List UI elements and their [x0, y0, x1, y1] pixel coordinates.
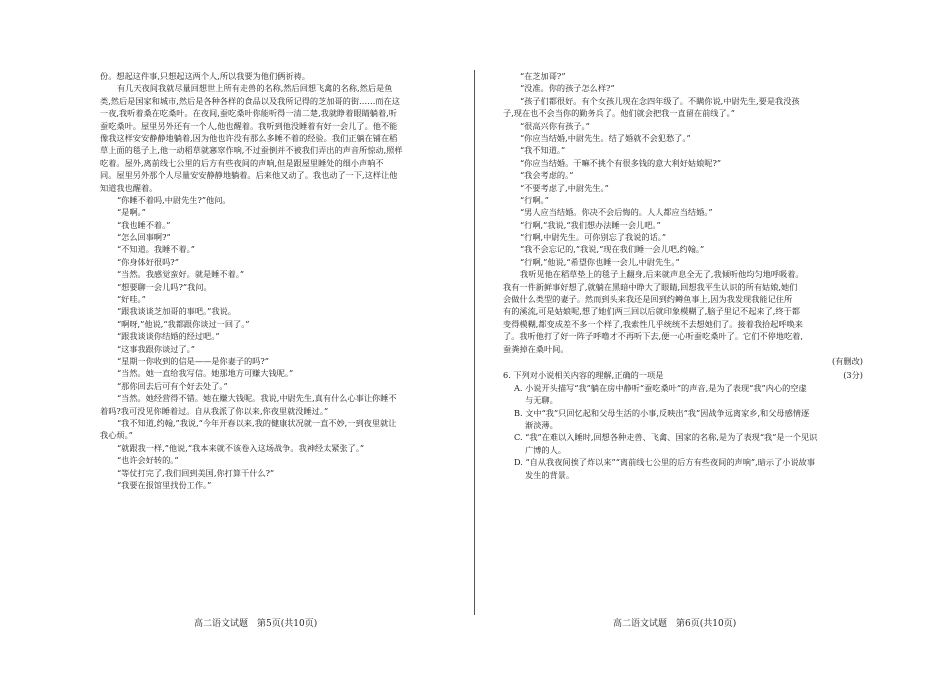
text-line: “我要在报馆里找份工作。” — [117, 479, 212, 490]
text-line: 我听见他在稻草垫上的毯子上翻身,后来就声息全无了,我倾听他均匀地呼吸着。 — [520, 269, 804, 280]
right-page — [475, 0, 950, 677]
text-line: “我会考虑的。” — [520, 170, 574, 181]
text-line: 草上面的毯子上,他一动稻草就窸窣作响,不过蚕倒并不被我们弄出的声音所惊动,照样 — [100, 145, 403, 156]
text-line: 类,然后是国家和城市,然后是各种各样的食品以及我所记得的芝加哥的街……而在这 — [100, 95, 400, 106]
left-page-body — [100, 70, 450, 491]
answer-option: C. “我”在难以入睡时,回想各种走兽、飞禽、国家的名称,是为了表现“我”是一个见识 — [514, 432, 818, 443]
text-line: “不要考虑了,中尉先生。” — [520, 182, 609, 193]
text-line: “我不知道。” — [520, 145, 566, 156]
text-line: 一夜,我听着桑在吃桑叶。在夜间,蚕吃桑叶你能听得一清二楚,我就睁着眼睛躺着,听 — [100, 108, 397, 119]
text-line: “男人应当结婚。你决不会后悔的。人人都应当结婚。” — [520, 207, 713, 218]
text-line: 像我这样安安静静地躺着,因为他也许没有那么多睡不着的经验。我们正躺在铺在稻 — [100, 132, 398, 143]
text-line: “当然。她一直给我写信。她那地方可赚大钱呢。” — [117, 368, 294, 379]
text-line: “行啊,中尉先生。可你别忘了我说的话。” — [520, 232, 667, 243]
text-line: 会做什么类型的妻子。然而到头来我还是回到约鳟鱼事上,因为我发现我能记住所 — [503, 294, 793, 305]
left-page-footer: 高二语文试题 第5页(共10页) — [194, 619, 318, 629]
text-line: “你身体好很吗?” — [117, 256, 179, 267]
answer-option-continuation: 与无聊。 — [525, 395, 558, 406]
text-line: 着吗?我可没见你睡着过。自从我派了你以来,你夜里就没睡过。” — [100, 405, 329, 416]
text-line: “当然。她经营得不错。她在赚大钱呢。我说,中尉先生,真有什么心事让你睡不 — [117, 393, 397, 404]
text-line: “你应当结婚。干嘛不挑个有很多钱的意大利好姑娘呢?” — [520, 157, 722, 168]
answer-option-continuation: 渐淡薄。 — [525, 419, 558, 430]
text-line: 蚕粪掉在桑叶间。 — [503, 343, 569, 354]
text-line: “行啊。” — [520, 194, 549, 205]
text-line: “这事我跟你谈过了。” — [117, 343, 195, 354]
text-line: 我心烦。” — [100, 430, 133, 441]
answer-option: A. 小说开头描写“我”躺在房中静听“蚕吃桑叶”的声音,是为了表现“我”内心的空虚 — [514, 382, 807, 393]
text-line: “你睡不着吗,中尉先生?”他问。 — [117, 194, 231, 205]
text-line: 吃着。屋外,离前线七公里的后方有些夜间的声响,但是跟屋里睡处的细小声响不 — [100, 157, 384, 168]
text-line: “在芝加哥?” — [520, 71, 566, 81]
text-line: 同。屋里另外那个人尽量安安静静地躺着。后来他又动了。我也动了一下,这样让他 — [100, 170, 398, 181]
text-line: 我有一件新鲜事好想了,就躺在黑暗中睁大了眼睛,回想我平生认识的所有姑娘,她们 — [503, 281, 798, 292]
answer-option-continuation: 发生的背景。 — [525, 469, 575, 480]
text-line: “跟我谈谈你结婚的经过吧。” — [117, 331, 220, 342]
text-line: “怎么回事啊?” — [117, 232, 171, 243]
text-line: “就跟我一样,”他说,“我本来就不该卷入这场战争。我神经太紧张了。” — [117, 442, 365, 453]
text-line: “不知道。我睡不着。” — [117, 244, 195, 255]
text-line: 变得模糊,都变成差不多一个样了,我索性几乎统统不去想她们了。接着我拾起呼唤来 — [503, 318, 803, 329]
text-line: “啊呀,”他说,“我都跟你谈过一回了。” — [117, 318, 250, 329]
text-line: “当然。我感觉蛮好。就是睡不着。” — [117, 269, 245, 280]
text-line: “那你回去后可有个好去处了。” — [117, 380, 228, 391]
text-line: “好哇。” — [117, 294, 146, 305]
text-line: 有几天夜间我就尽量回想世上所有走兽的名称,然后回想飞禽的名称,然后是鱼 — [117, 83, 393, 94]
text-line: “也许会好转的。” — [117, 455, 179, 466]
text-line: 有的溪流,可是姑娘呢,想了她们两三回以后就印象模糊了,脑子里记不起来了,终于都 — [503, 306, 800, 317]
text-line: “行啊,”我说,“我们想办法睡一会儿吧。” — [520, 219, 661, 230]
right-page-body — [503, 70, 863, 481]
question-6 — [503, 369, 863, 381]
text-line: “我不知道,约翰,”我说,“今年开春以来,我的健康状况就一直不妙,一到夜里就让 — [117, 417, 397, 428]
text-line: “行啊,”他说,“希望你也睡一会儿,中尉先生。” — [520, 256, 680, 267]
text-line: 知道我也醒着。 — [100, 182, 158, 193]
answer-option-continuation: 广博的人。 — [525, 444, 566, 455]
text-line: “孩子们都很好。有个女孩儿现在念四年级了。不瞒你说,中尉先生,要是我没孩 — [520, 95, 800, 106]
deletion-note: (有删改) — [832, 355, 863, 366]
text-line: “跟我谈谈芝加哥的事吧。”我说。 — [117, 306, 236, 317]
text-line: “星期一你收到的信是——是你妻子的吗?” — [117, 355, 269, 366]
text-line: “你应当结婚,中尉先生。结了婚就不会犯愁了。” — [520, 132, 691, 143]
text-line: “没准。你的孩子怎么样?” — [520, 83, 615, 94]
text-line: 子,现在也不会当你的勤务兵了。他们就会把我一直留在前线了。” — [503, 108, 735, 119]
text-line: 份。想起这件事,只想起这两个人,所以我要为他们俩祈祷。 — [100, 71, 310, 81]
text-line: “等仗打完了,我们回到美国,你打算干什么?” — [117, 467, 275, 478]
text-line: “是啊。” — [117, 207, 146, 218]
text-line: 了。我听他打了好一阵子呼噜才不再听下去,便一心听蚕吃桑叶了。它们不停地吃着, — [503, 331, 803, 342]
question-stem: 6. 下列对小说相关内容的理解,正确的一项是 — [503, 370, 664, 381]
text-line: “我也睡不着。” — [117, 219, 171, 230]
answer-option: D. “自从我夜间挨了炸以来”“离前线七公里的后方有些夜间的声响”,暗示了小说故事 — [514, 457, 816, 468]
right-page-footer: 高二语文试题 第6页(共10页) — [613, 619, 737, 629]
question-points: (3分) — [843, 370, 863, 381]
text-line: 蚕吃桑叶。屋里另外还有一个人,他也醒着。我听到他没睡着有好一会儿了。他不能 — [100, 120, 398, 131]
text-line: “很高兴你有孩子。” — [520, 120, 590, 131]
answer-option: B. 文中“我”只回忆起和父母生活的小事,反映出“我”因战争远离家乡,和父母感情逐 — [514, 407, 810, 418]
text-line: “想要聊一会儿吗?”我问。 — [117, 281, 212, 292]
text-line: “我不会忘记的,”我说,“现在我们睡一会儿吧,约翰。” — [520, 244, 705, 255]
